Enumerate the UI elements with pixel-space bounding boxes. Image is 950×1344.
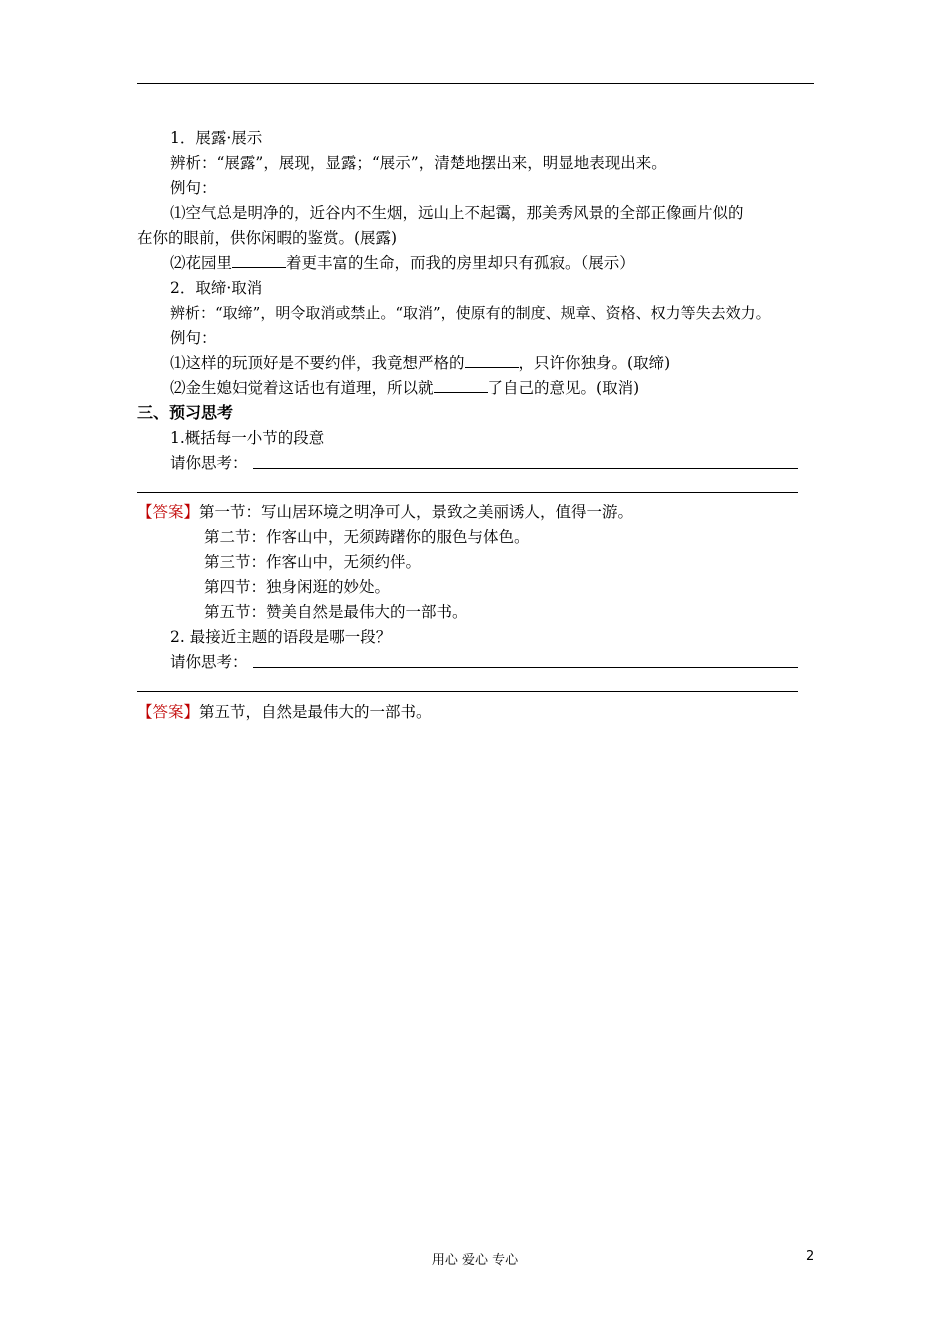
think-label-2: 请你思考： xyxy=(170,653,248,671)
answer-writing-line[interactable] xyxy=(253,468,798,469)
answer-writing-line[interactable] xyxy=(137,691,798,692)
answer-1-line-2: 第二节：作客山中，无须踌躇你的服色与体色。 xyxy=(204,528,530,546)
answer-writing-line[interactable] xyxy=(137,492,798,493)
item1-example2-pre: ⑵花园里 xyxy=(170,254,233,272)
answer-2-text: 第五节，自然是最伟大的一部书。 xyxy=(199,703,432,721)
question-2: 2. 最接近主题的语段是哪一段？ xyxy=(170,628,392,646)
item2-example2 xyxy=(170,378,639,398)
item2-example1-pre: ⑴这样的玩顶好是不要约伴，我竟想严格的 xyxy=(170,354,465,372)
item1-example2 xyxy=(170,253,635,273)
think-label-1: 请你思考： xyxy=(170,454,248,472)
item1-example2-post: 着更丰富的生命，而我的房里却只有孤寂。（展示） xyxy=(286,254,635,272)
item1-example1-a: ⑴空气总是明净的，近谷内不生烟，远山上不起霭，那美秀风景的全部正像画片似的 xyxy=(170,204,744,222)
fill-blank xyxy=(434,378,488,393)
item2-example2-pre: ⑵金生媳妇觉着这话也有道理，所以就 xyxy=(170,379,434,397)
item2-example-label: 例句： xyxy=(170,329,217,347)
question-1: 1.概括每一小节的段意 xyxy=(170,429,325,447)
answer-tag: 【答案】 xyxy=(137,503,200,521)
item1-example1-b: 在你的眼前，供你闲暇的鉴赏。(展露) xyxy=(137,229,398,247)
item2-title: 2．取缔·取消 xyxy=(170,279,263,297)
answer-tag: 【答案】 xyxy=(137,703,200,721)
fill-blank xyxy=(232,253,286,268)
answer-1-line-5: 第五节：赞美自然是最伟大的一部书。 xyxy=(204,603,468,621)
footer-text: 用心 爱心 专心 xyxy=(431,1253,519,1268)
item1-title: 1．展露·展示 xyxy=(170,129,263,147)
item1-example-label: 例句： xyxy=(170,179,217,197)
item2-example1 xyxy=(170,353,670,373)
answer-writing-line[interactable] xyxy=(253,667,798,668)
page-number: 2 xyxy=(806,1249,815,1264)
fill-blank xyxy=(465,353,519,368)
answer-1-line-1: 第一节：写山居环境之明净可人，景致之美丽诱人，值得一游。 xyxy=(199,503,634,521)
item2-example1-post: ，只许你独身。(取缔) xyxy=(518,354,671,372)
answer-1-line-4: 第四节：独身闲逛的妙处。 xyxy=(204,578,391,596)
header-rule xyxy=(137,83,814,84)
answer-1-first xyxy=(137,502,633,522)
answer-1-line-3: 第三节：作客山中，无须约伴。 xyxy=(204,553,422,571)
answer-2 xyxy=(137,702,432,722)
section-heading: 三、预习思考 xyxy=(137,403,234,422)
item2-example2-post: 了自己的意见。(取消) xyxy=(487,379,640,397)
item2-analysis: 辨析：“取缔”，明令取消或禁止。“取消”，使原有的制度、规章、资格、权力等失去效力。 xyxy=(170,304,771,322)
item1-analysis: 辨析：“展露”，展现，显露；“展示”，清楚地摆出来，明显地表现出来。 xyxy=(170,154,667,172)
